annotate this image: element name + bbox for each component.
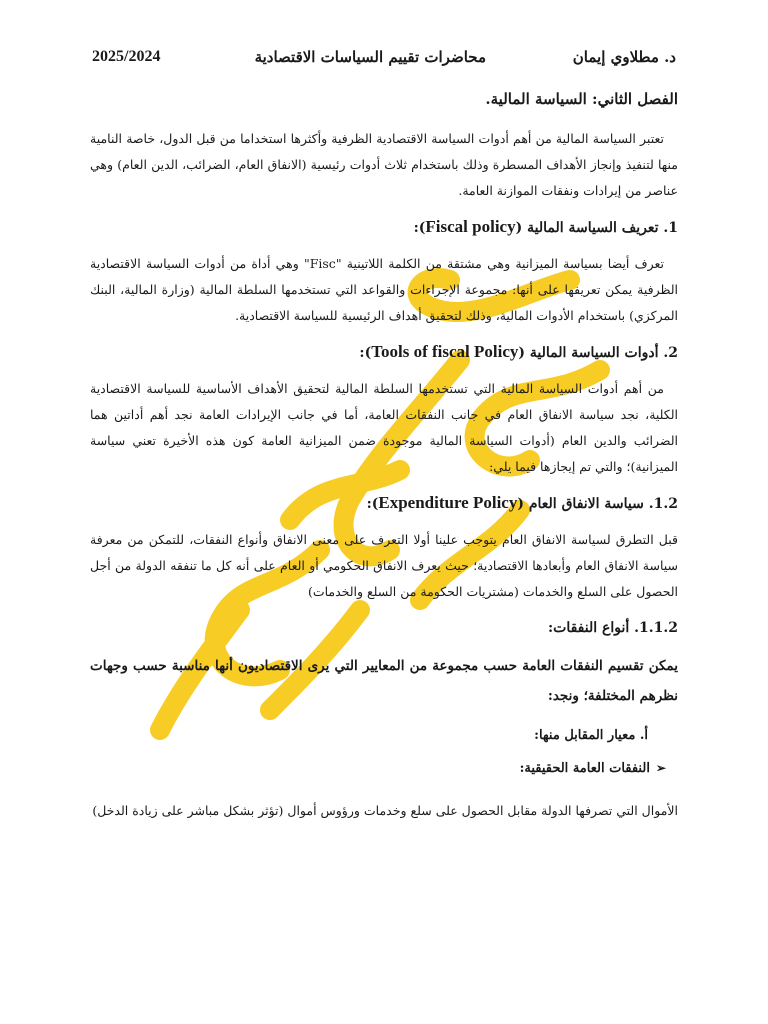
- header-year: 2025/2024: [92, 48, 161, 65]
- intro-paragraph: تعتبر السياسة المالية من أهم أدوات السياسة الاقتصادية الظرفية وأكثرها استخداما من قبل الدول، خاصة النامية منها لتنفيذ وإنجاز الأهداف المسطرة وذلك باستخدام ثلاث أدوات رئيسية (الانفاق العام، الضرائب، الدين العام) وهي عناصر من إيرادات ونفقات الموازنة العامة.: [90, 131, 678, 198]
- section-heading-2-1: 1.2. سياسة الانفاق العام (Expenditure Policy):: [366, 493, 678, 512]
- arrow-bullet-icon: ➢: [655, 761, 666, 775]
- section-1-paragraph: تعرف أيضا بسياسة الميزانية وهي مشتقة من الكلمة اللاتينية "Fisc" وهي أداة من أدوات السياسة الاقتصادية الظرفية يمكن تعريفها على أنها: مجموعة الإجراءات والقواعد التي تستخدمها السلطة المالية (وزارة المالية، البنك المركزي) باستخدام الأدوات المالية، وذلك لتحقيق أهداف الرئيسية للسياسة الاقتصادية.: [90, 256, 678, 323]
- section-2-paragraph: من أهم أدوات السياسة المالية التي تستخدمها السلطة المالية لتحقيق الأهداف الأساسية للسياسة الاقتصادية الكلية، نجد سياسة الانفاق العام في جانب النفقات العامة، أما في جانب الإيرادات العامة نجد أهم أداتين هما الضرائب والدين العام (أدوات السياسة المالية موجودة ضمن الميزانية العامة كون هذه الأخيرة تعني سياسة الميزانية)؛ والتي تم إيجازها فيما يلي:: [90, 381, 678, 474]
- section-2-1-1-paragraph: يمكن تقسيم النفقات العامة حسب مجموعة من المعايير التي يرى الاقتصاديون أنها مناسبة حسب وجهات نظرهم المختلفة؛ ونجد:: [90, 658, 678, 704]
- section-2-1-paragraph: قبل التطرق لسياسة الانفاق العام يتوجب علينا أولا التعرف على معنى الانفاق وأنواع النفقات، للتمكن من معرفة سياسة الانفاق العام وأبعادها الاقتصادية؛ حيث يعرف الانفاق الحكومي أو العام على أنه كل ما تنفقه الدولة من أجل الحصول على السلع والخدمات (مشتريات الحكومة من السلع والخدمات): [90, 532, 678, 599]
- last-paragraph: الأموال التي تصرفها الدولة مقابل الحصول على سلع وخدمات ورؤوس أموال (تؤثر بشكل مباشر على زيادة الدخل): [92, 803, 678, 818]
- section-heading-2-1-en: Expenditure Policy: [378, 493, 518, 512]
- section-heading-2: 2. أدوات السياسة المالية (Tools of fiscal Policy):: [359, 342, 678, 361]
- document-body: [90, 90, 678, 836]
- chapter-title: الفصل الثاني: السياسة المالية.: [485, 90, 678, 108]
- section-heading-2-en: Tools of fiscal Policy: [371, 342, 519, 361]
- header-author: د. مطلاوي إيمان: [572, 48, 676, 66]
- section-heading-1-en: Fiscal policy: [425, 217, 516, 236]
- bullet-item-label: النفقات العامة الحقيقية:: [519, 761, 650, 776]
- bullet-item: [90, 755, 678, 782]
- list-item-a: أ. معيار المقابل منها:: [534, 728, 648, 743]
- section-heading-1: 1. تعريف السياسة المالية (Fiscal policy):: [413, 217, 678, 236]
- section-heading-2-1-1: 1.1.2. أنواع النفقات:: [547, 620, 678, 636]
- header-course-title: محاضرات تقييم السياسات الاقتصادية: [254, 48, 486, 66]
- page-header: [92, 48, 676, 72]
